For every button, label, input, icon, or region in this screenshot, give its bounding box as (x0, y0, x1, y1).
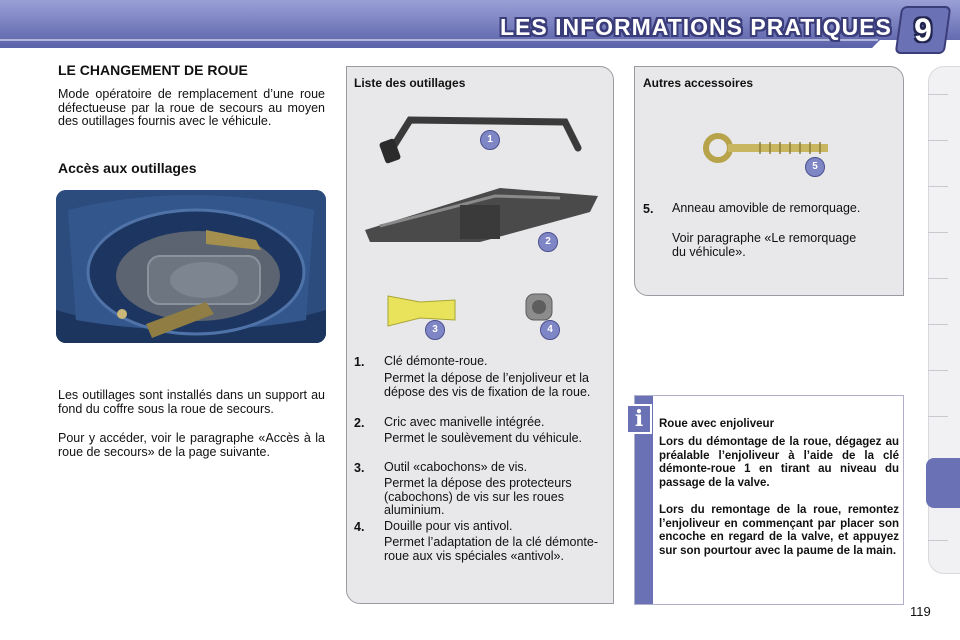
section-title: Accès aux outillages (58, 160, 197, 176)
active-chapter-tab[interactable] (926, 458, 960, 508)
support-text: Les outillages sont installés dans un support au fond du coffre sous la roue de secours. (58, 388, 325, 416)
tool-1-number: 1. (354, 355, 365, 369)
tool-3-name: Outil «cabochons» de vis. (384, 460, 528, 474)
cabochon-tool-icon (388, 296, 455, 326)
page-title: LE CHANGEMENT DE ROUE (58, 62, 248, 78)
info-removal-text: Lors du démontage de la roue, dégagez au préalable l’enjoliveur à l’aide de la clé démonte-roue 1 en tirant au niveau du passage de la valve. (659, 436, 899, 489)
tab-divider (928, 232, 948, 233)
accessory-number: 5. (643, 202, 654, 216)
accessory-name: Anneau amovible de remorquage. (672, 201, 861, 215)
tab-divider (928, 278, 948, 279)
trunk-illustration (56, 190, 326, 343)
info-icon: i (626, 404, 652, 434)
tool-4-desc: Permet l’adaptation de la clé démonte-roue aux vis spéciales «antivol». (384, 535, 599, 563)
chapter-number: 9 (914, 12, 932, 48)
jack-icon (365, 188, 598, 242)
marker-2: 2 (538, 232, 558, 252)
tool-4-name: Douille pour vis antivol. (384, 519, 513, 533)
marker-4: 4 (540, 320, 560, 340)
tab-divider (928, 540, 948, 541)
tab-divider (928, 94, 948, 95)
marker-5: 5 (805, 157, 825, 177)
tool-2-name: Cric avec manivelle intégrée. (384, 415, 545, 429)
tab-divider (928, 416, 948, 417)
tool-1-name: Clé démonte-roue. (384, 354, 488, 368)
tool-4-number: 4. (354, 520, 365, 534)
accessories-panel (634, 66, 904, 296)
accessory-desc: Voir paragraphe «Le remorquage du véhicule». (672, 231, 857, 259)
chapter-badge (895, 6, 952, 54)
wheel-brace-icon (379, 120, 578, 164)
tab-divider (928, 140, 948, 141)
tab-divider (928, 324, 948, 325)
info-box (634, 395, 904, 605)
antitheft-socket-icon (526, 294, 552, 320)
marker-3: 3 (425, 320, 445, 340)
tool-2-desc: Permet le soulèvement du véhicule. (384, 431, 583, 445)
tool-3-desc: Permet la dépose des protecteurs (cabochons) de vis sur les roues aluminium. (384, 476, 572, 517)
info-title: Roue avec enjoliveur (659, 418, 775, 430)
tool-3-number: 3. (354, 461, 365, 475)
header-title: LES INFORMATIONS PRATIQUES (500, 14, 892, 40)
access-text: Pour y accéder, voir le paragraphe «Accès à la roue de secours» de la page suivante. (58, 431, 325, 459)
tool-2-number: 2. (354, 416, 365, 430)
tab-divider (928, 370, 948, 371)
tab-divider (928, 186, 948, 187)
trunk-photo (56, 190, 326, 343)
intro-text: Mode opératoire de remplacement d’une roue défectueuse par la roue de secours au moyen des outillages fournis avec le véhicule. (58, 87, 325, 128)
page-number: 119 (910, 604, 931, 619)
tools-title: Liste des outillages (354, 76, 466, 90)
info-refit-text: Lors du remontage de la roue, remontez l’enjoliveur en commençant par placer son encoche en regard de la valve, et appuyez sur son pourtour avec la paume de la main. (659, 504, 899, 557)
tool-1-desc: Permet la dépose de l’enjoliveur et la dépose des vis de fixation de la roue. (384, 371, 591, 399)
accessories-title: Autres accessoires (643, 76, 754, 90)
marker-1: 1 (480, 130, 500, 150)
